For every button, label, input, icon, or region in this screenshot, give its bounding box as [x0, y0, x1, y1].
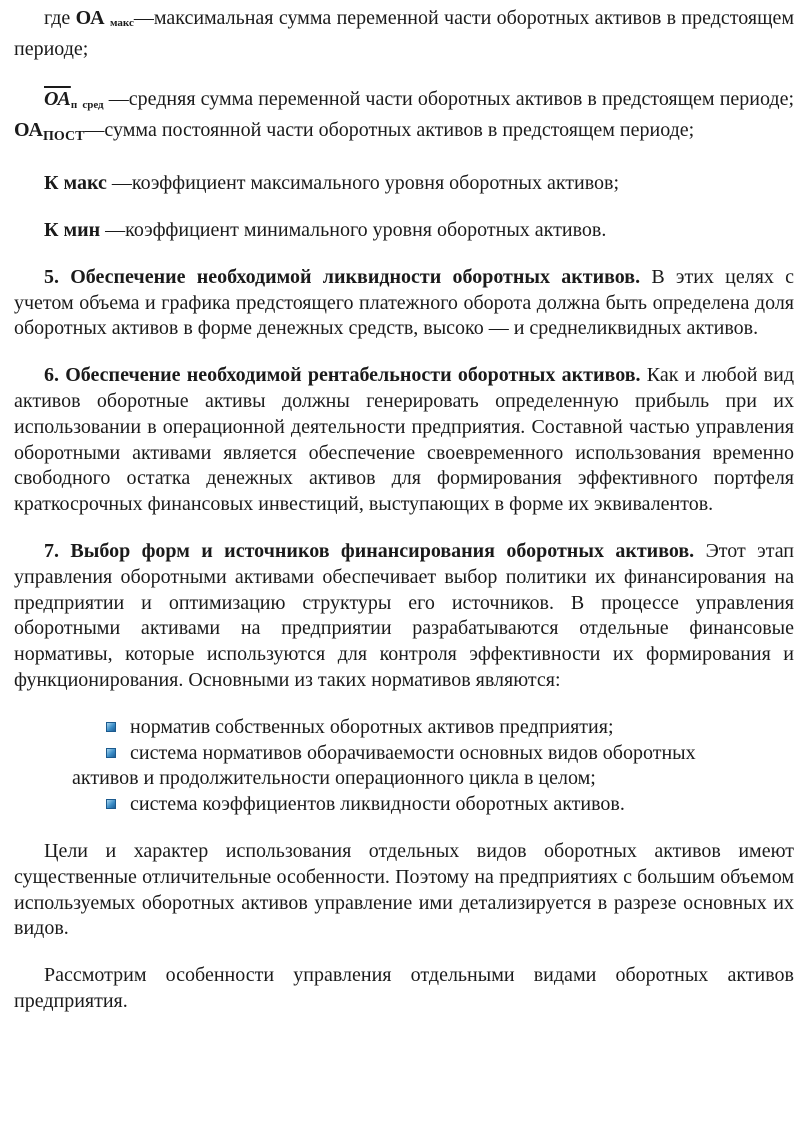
list-item	[14, 792, 794, 818]
square-bullet-icon	[106, 799, 116, 809]
document-page	[14, 6, 794, 1015]
section-number-7: 7.	[44, 539, 71, 562]
paragraph-oa-avg	[14, 87, 794, 151]
paragraph-text: —максимальная сумма переменной части оборотных активов в предстоящем периоде;	[14, 7, 795, 60]
square-bullet-icon	[106, 748, 116, 758]
paragraph-liquidity	[14, 265, 794, 342]
oa-const-symbol: ОА	[14, 119, 44, 142]
oa-overline-symbol: ОА	[44, 87, 71, 110]
paragraph-k-max	[14, 171, 794, 197]
list-item-text: система нормативов оборачиваемости основных видов оборотных	[130, 741, 696, 764]
k-max-symbol: К макс	[44, 172, 107, 195]
list-item-continuation	[14, 766, 794, 792]
oa-subscript-avg: сред	[82, 98, 104, 111]
paragraph-text: Этот этап управления оборотными активами обеспечивает выбор политики их финансирования на предприятии и оптимизацию структуры его источников. В процессе управления оборотными активами на предприятии разрабатываются отдельные финансовые нормативы, которые используются для контроля эффективности их формирования и функционирования. Основными из таких нормативов являются:	[14, 539, 795, 691]
oa-subscript-max: макс	[109, 17, 134, 29]
list-item	[14, 741, 794, 767]
paragraph-consider: Рассмотрим особенности управления отдельными видами оборотных активов предприятия.	[14, 964, 794, 1012]
list-item-text: система коэффициентов ликвидности оборотных активов.	[130, 793, 625, 816]
paragraph-k-min	[14, 218, 794, 244]
paragraph-text-2: —сумма постоянной части оборотных активов в предстоящем периоде;	[84, 119, 695, 142]
intro-text: где	[44, 7, 76, 29]
k-min-symbol: К мин	[44, 218, 101, 241]
section-heading-6: 6. Обеспечение необходимой рентабельности оборотных активов.	[44, 364, 641, 387]
paragraph-text: —коэффициент максимального уровня оборотных активов;	[106, 172, 620, 195]
paragraph-text: —коэффициент минимального уровня оборотных активов.	[100, 218, 607, 241]
paragraph-text: —средняя сумма переменной части оборотных активов в предстоящем периоде;	[108, 87, 795, 110]
norms-list	[14, 715, 794, 818]
list-item	[14, 715, 794, 741]
paragraph-text: В этих целях с учетом объема и графика предстоящего платежного оборота должна быть определена доля оборотных активов в форме денежных средств, высоко — и среднеликвидных активов.	[14, 265, 795, 340]
oa-subscript-const: ПОСТ	[43, 129, 85, 145]
list-item-text: активов и продолжительности операционного цикла в целом;	[72, 767, 596, 790]
section-heading-7: Выбор форм и источников финансирования оборотных активов.	[70, 539, 695, 562]
section-heading-5: 5. Обеспечение необходимой ликвидности оборотных активов.	[44, 265, 641, 288]
paragraph-profitability	[14, 363, 794, 518]
oa-subscript-p: п	[70, 98, 78, 111]
oa-symbol: ОА	[75, 7, 105, 29]
paragraph-goals: Цели и характер использования отдельных видов оборотных активов имеют существенные отличительные особенности. Поэтому на предприятиях с большим объемом используемых оборотных активов управление ими детализируется в разрезе основных их видов.	[14, 839, 794, 940]
list-item-text: норматив собственных оборотных активов предприятия;	[130, 715, 614, 738]
paragraph-oa-max	[14, 6, 794, 63]
paragraph-financing	[14, 539, 794, 694]
paragraph-text: Как и любой вид активов оборотные активы должны генерировать определенную прибыль при их использовании в операционной деятельности предприятия. Составной частью управления оборотными активами является обеспечение своевременного использования временно свободного остатка денежных активов для формирования эффективного портфеля краткосрочных финансовых инвестиций, выступающих в форме их эквивалентов.	[14, 364, 794, 516]
square-bullet-icon	[106, 722, 116, 732]
